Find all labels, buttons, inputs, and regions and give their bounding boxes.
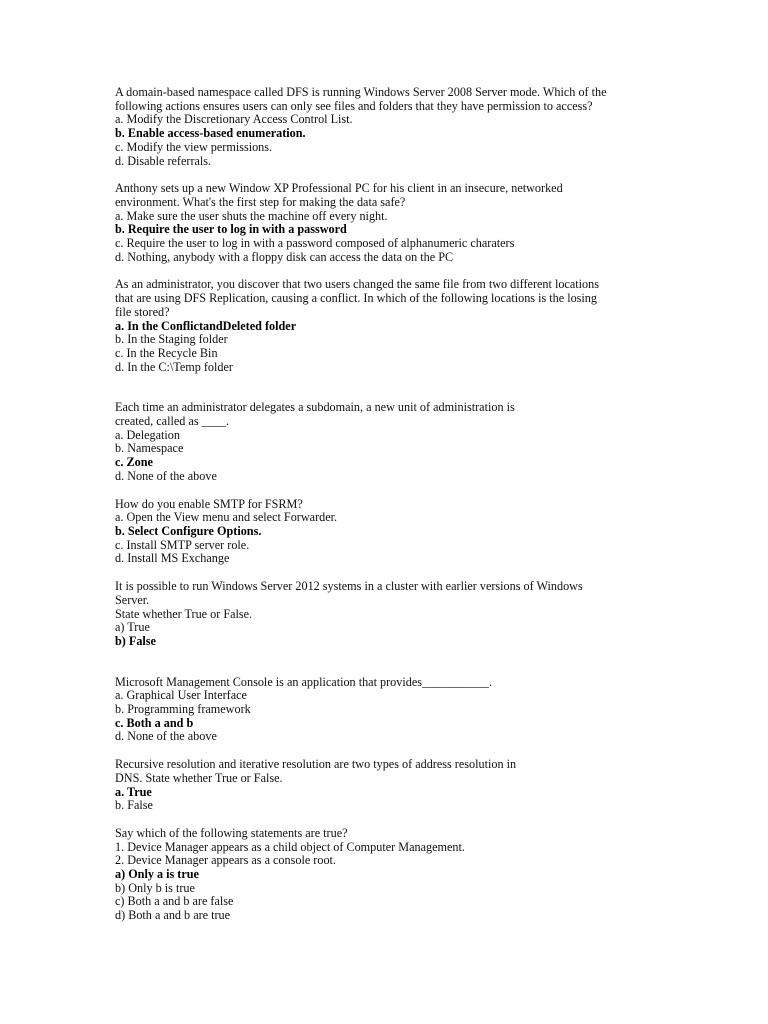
answer-option-a: a. Modify the Discretionary Access Control List. [115,112,353,127]
answer-option-a-correct: a. In the ConflictandDeleted folder [115,318,297,333]
question-text: Recursive resolution and iterative resolution are two types of address resolution in DNS. State whether True or False. [115,757,517,785]
answer-option-d: d. None of the above [115,468,217,483]
question-1 [115,86,655,168]
answer-option-b-correct: b. Select Configure Options. [115,523,262,538]
answer-option-a: a. Make sure the user shuts the machine off every night. [115,208,388,223]
answer-option-d: d. None of the above [115,729,217,744]
question-text: Say which of the following statements are true? 1. Device Manager appears as a child object of Computer Management. 2. Device Manager appears as a console root. [115,825,465,868]
question-5 [115,498,655,567]
question-text: How do you enable SMTP for FSRM? [115,496,303,511]
answer-option-b: b. In the Staging folder [115,332,228,347]
question-text: A domain-based namespace called DFS is running Windows Server 2008 Server mode. Which of the following actions ensures users can only see files and folders that they have permission to access? [115,85,607,113]
answer-option-b: b. False [115,798,153,813]
answer-option-d: d) Both a and b are true [115,908,231,923]
answer-option-d: d. Install MS Exchange [115,551,230,566]
answer-option-c: c. Require the user to log in with a password composed of alphanumeric charaters [115,236,515,251]
answer-option-c-correct: c. Both a and b [115,715,194,730]
question-text: As an administrator, you discover that two users changed the same file from two different locations that are using DFS Replication, causing a conflict. In which of the following locations is the losing file stored? [115,277,599,319]
answer-option-a: a. Delegation [115,427,180,442]
answer-option-b-correct: b. Require the user to log in with a password [115,222,347,237]
answer-option-c: c. In the Recycle Bin [115,345,218,360]
answer-option-c: c) Both a and b are false [115,894,234,909]
question-3 [115,278,655,374]
question-4 [115,401,655,483]
answer-option-b: b. Namespace [115,441,184,456]
answer-option-a: a. Open the View menu and select Forwarder. [115,510,338,525]
question-text: Anthony sets up a new Window XP Professional PC for his client in an insecure, networked environment. What's the first step for making the data safe? [115,181,563,209]
answer-option-b: b) Only b is true [115,880,195,895]
answer-option-c-correct: c. Zone [115,455,153,470]
answer-option-a: a) True [115,620,150,635]
answer-option-d: d. In the C:\Temp folder [115,359,233,374]
question-text: It is possible to run Windows Server 2012 systems in a cluster with earlier versions of Windows Server. State whether True or False. [115,579,583,621]
answer-option-b-correct: b) False [115,633,156,648]
answer-option-a: a. Graphical User Interface [115,688,247,703]
question-text: Microsoft Management Console is an application that provides___________. [115,674,493,689]
answer-option-c: c. Modify the view permissions. [115,139,273,154]
answer-option-a-correct: a. True [115,784,152,799]
answer-option-d: d. Disable referrals. [115,153,212,168]
answer-option-c: c. Install SMTP server role. [115,537,250,552]
question-text: Each time an administrator delegates a subdomain, a new unit of administration is created, called as ____. [115,400,515,429]
answer-option-d: d. Nothing, anybody with a floppy disk can access the data on the PC [115,249,454,264]
answer-option-b: b. Programming framework [115,702,251,717]
question-2 [115,182,655,264]
question-6 [115,580,655,649]
question-8 [115,758,655,813]
question-9 [115,827,655,923]
answer-option-a-correct: a) Only a is true [115,867,199,882]
quiz-content [115,86,655,923]
question-7 [115,676,655,745]
answer-option-b-correct: b. Enable access-based enumeration. [115,126,306,141]
